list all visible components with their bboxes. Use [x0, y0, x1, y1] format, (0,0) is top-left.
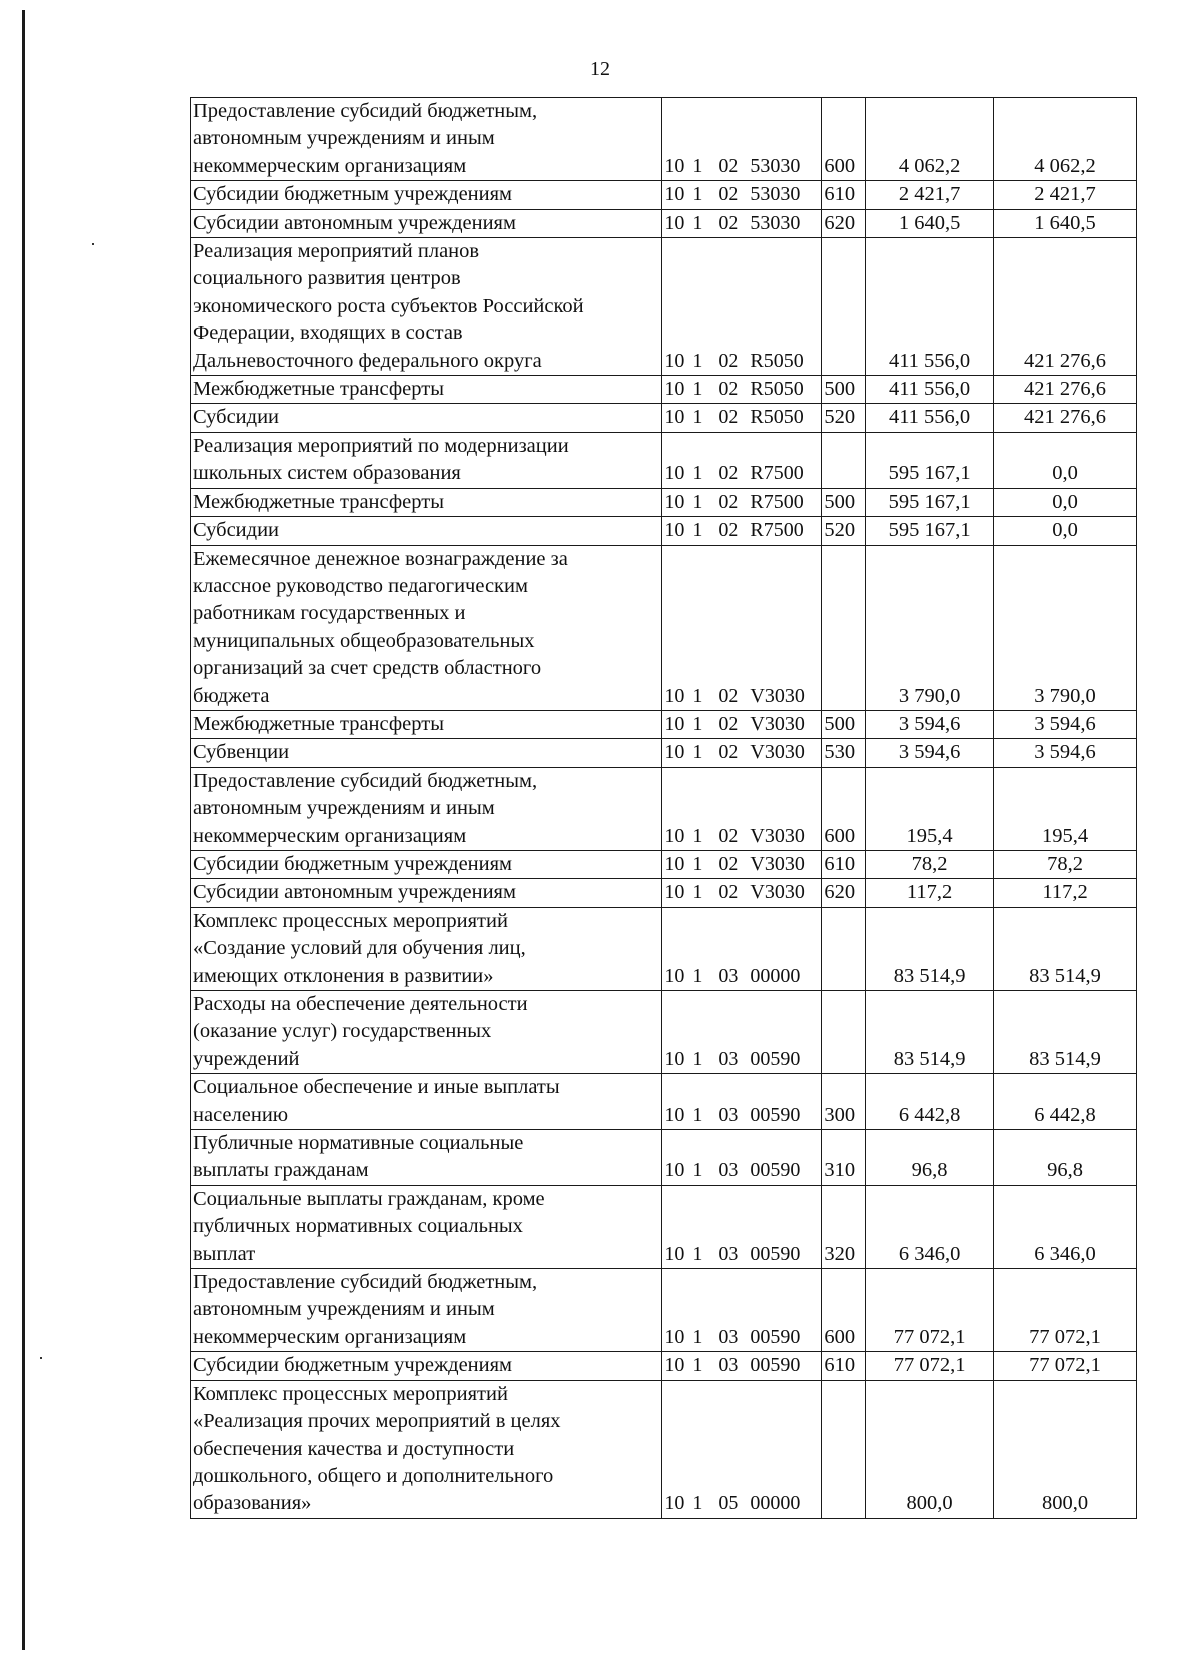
- target-article-part: 10: [664, 824, 685, 847]
- expense-name-line: Социальные выплаты гражданам, кроме: [193, 1187, 545, 1210]
- target-article-part: R7500: [750, 490, 804, 513]
- target-article-part: 00590: [750, 1354, 801, 1377]
- target-article-part: 1: [692, 1242, 703, 1265]
- table-row: [191, 991, 1137, 1074]
- expense-name-line: Межбюджетные трансферты: [193, 378, 444, 401]
- page-number: 12: [590, 58, 610, 80]
- expense-name-line: Реализация мероприятий планов: [193, 240, 480, 263]
- expense-name-line: Ежемесячное денежное вознаграждение за: [193, 547, 568, 570]
- target-article-part: 10: [664, 1492, 685, 1515]
- amount-year-1-cell: 77 072,1: [866, 1352, 994, 1380]
- amount-year-2-cell: 800,0: [994, 1380, 1137, 1518]
- amount-year-1-cell: 2 421,7: [866, 181, 994, 209]
- table-row: [191, 98, 1137, 181]
- table-row: [191, 850, 1137, 878]
- target-article-part: 53030: [750, 183, 801, 206]
- target-article-part: 1: [692, 519, 703, 542]
- expense-name-line: муниципальных общеобразовательных: [193, 629, 535, 652]
- expense-name-cell: [191, 517, 662, 545]
- target-article-part: 1: [692, 211, 703, 234]
- expense-name-cell: [191, 1352, 662, 1380]
- target-article-part: 02: [718, 406, 739, 429]
- amount-year-1-cell: 83 514,9: [866, 907, 994, 990]
- target-article-part: 10: [664, 211, 685, 234]
- expense-name-cell: [191, 181, 662, 209]
- expense-type-cell: 600: [822, 1269, 866, 1352]
- expense-type-cell: 620: [822, 209, 866, 237]
- target-article-part: 00000: [750, 964, 801, 987]
- scan-speck: [92, 243, 94, 245]
- target-article-cell: [662, 376, 822, 404]
- expense-name-cell: [191, 850, 662, 878]
- target-article-part: 1: [692, 1354, 703, 1377]
- target-article-cell: [662, 879, 822, 907]
- target-article-part: 02: [718, 712, 739, 735]
- expense-name-cell: [191, 739, 662, 767]
- target-article-part: 03: [718, 1159, 739, 1182]
- target-article-part: 00590: [750, 1047, 801, 1070]
- target-article-part: V3030: [750, 881, 805, 904]
- expense-name-cell: [191, 1380, 662, 1518]
- expense-type-cell: [822, 1380, 866, 1518]
- target-article-part: 1: [692, 378, 703, 401]
- amount-year-1-cell: 195,4: [866, 767, 994, 850]
- budget-table: [190, 97, 1137, 1519]
- target-article-cell: [662, 1130, 822, 1186]
- expense-type-cell: 500: [822, 710, 866, 738]
- table-row: [191, 488, 1137, 516]
- amount-year-1-cell: 411 556,0: [866, 404, 994, 432]
- expense-name-line: Реализация мероприятий по модернизации: [193, 434, 569, 457]
- expense-name-cell: [191, 767, 662, 850]
- expense-name-line: работникам государственных и: [193, 602, 466, 625]
- amount-year-2-cell: 77 072,1: [994, 1352, 1137, 1380]
- target-article-part: 10: [664, 349, 685, 372]
- expense-name-line: Публичные нормативные социальные: [193, 1132, 524, 1155]
- target-article-part: R5050: [750, 406, 804, 429]
- target-article-part: 1: [692, 490, 703, 513]
- target-article-part: V3030: [750, 712, 805, 735]
- target-article-part: 00590: [750, 1242, 801, 1265]
- expense-type-cell: 520: [822, 404, 866, 432]
- target-article-part: 1: [692, 852, 703, 875]
- target-article-part: 02: [718, 490, 739, 513]
- target-article-part: 53030: [750, 154, 801, 177]
- expense-name-line: автономным учреждениям и иным: [193, 1298, 495, 1321]
- target-article-part: 02: [718, 684, 739, 707]
- amount-year-1-cell: 411 556,0: [866, 238, 994, 376]
- target-article-part: 02: [718, 519, 739, 542]
- table-row: [191, 545, 1137, 710]
- expense-name-line: Субсидии: [193, 406, 280, 429]
- expense-name-line: Межбюджетные трансферты: [193, 490, 444, 513]
- target-article-part: 1: [692, 1492, 703, 1515]
- target-article-part: R7500: [750, 462, 804, 485]
- amount-year-1-cell: 595 167,1: [866, 488, 994, 516]
- target-article-part: 03: [718, 1047, 739, 1070]
- expense-name-cell: [191, 1130, 662, 1186]
- target-article-part: 10: [664, 183, 685, 206]
- target-article-part: 03: [718, 1325, 739, 1348]
- target-article-part: 02: [718, 881, 739, 904]
- amount-year-2-cell: 195,4: [994, 767, 1137, 850]
- amount-year-2-cell: 1 640,5: [994, 209, 1137, 237]
- target-article-cell: [662, 238, 822, 376]
- table-row: [191, 1269, 1137, 1352]
- target-article-part: 02: [718, 852, 739, 875]
- target-article-part: 10: [664, 1103, 685, 1126]
- expense-type-cell: [822, 545, 866, 710]
- expense-type-cell: 520: [822, 517, 866, 545]
- target-article-part: R5050: [750, 378, 804, 401]
- target-article-cell: [662, 545, 822, 710]
- table-row: [191, 879, 1137, 907]
- target-article-cell: [662, 98, 822, 181]
- expense-type-cell: 610: [822, 181, 866, 209]
- target-article-part: R5050: [750, 349, 804, 372]
- target-article-part: 10: [664, 378, 685, 401]
- expense-type-cell: 530: [822, 739, 866, 767]
- target-article-part: V3030: [750, 852, 805, 875]
- target-article-part: 1: [692, 964, 703, 987]
- amount-year-1-cell: 4 062,2: [866, 98, 994, 181]
- amount-year-2-cell: 3 594,6: [994, 739, 1137, 767]
- target-article-cell: [662, 181, 822, 209]
- target-article-part: 10: [664, 1325, 685, 1348]
- table-row: [191, 1352, 1137, 1380]
- target-article-cell: [662, 517, 822, 545]
- table-row: [191, 1185, 1137, 1268]
- target-article-part: 1: [692, 1103, 703, 1126]
- expense-name-line: Расходы на обеспечение деятельности: [193, 993, 528, 1015]
- table-row: [191, 739, 1137, 767]
- expense-name-line: «Создание условий для обучения лиц,: [193, 937, 526, 960]
- expense-name-line: некоммерческим организациям: [193, 824, 467, 847]
- expense-name-line: Субсидии бюджетным учреждениям: [193, 852, 513, 875]
- amount-year-2-cell: 6 346,0: [994, 1185, 1137, 1268]
- target-article-part: V3030: [750, 741, 805, 764]
- target-article-part: 1: [692, 349, 703, 372]
- amount-year-2-cell: 6 442,8: [994, 1074, 1137, 1130]
- expense-name-line: Социальное обеспечение и иные выплаты: [193, 1076, 560, 1099]
- expense-type-cell: 500: [822, 376, 866, 404]
- amount-year-2-cell: 421 276,6: [994, 404, 1137, 432]
- table-row: [191, 907, 1137, 990]
- expense-name-line: Предоставление субсидий бюджетным,: [193, 769, 538, 792]
- amount-year-1-cell: 6 442,8: [866, 1074, 994, 1130]
- target-article-part: 02: [718, 741, 739, 764]
- target-article-cell: [662, 432, 822, 488]
- expense-name-cell: [191, 710, 662, 738]
- expense-name-line: некоммерческим организациям: [193, 154, 467, 177]
- target-article-part: 02: [718, 183, 739, 206]
- expense-name-line: дошкольного, общего и дополнительного: [193, 1464, 554, 1487]
- expense-type-cell: 610: [822, 850, 866, 878]
- target-article-part: 10: [664, 1047, 685, 1070]
- expense-name-line: учреждений: [193, 1047, 300, 1070]
- amount-year-2-cell: 78,2: [994, 850, 1137, 878]
- expense-name-line: выплаты гражданам: [193, 1159, 369, 1182]
- expense-name-line: Комплекс процессных мероприятий: [193, 909, 508, 932]
- target-article-part: 10: [664, 1354, 685, 1377]
- target-article-part: 10: [664, 964, 685, 987]
- expense-name-line: публичных нормативных социальных: [193, 1215, 523, 1238]
- target-article-part: 02: [718, 211, 739, 234]
- expense-name-line: Субвенции: [193, 741, 290, 764]
- table-row: [191, 432, 1137, 488]
- target-article-part: 10: [664, 406, 685, 429]
- target-article-part: 02: [718, 462, 739, 485]
- table-row: [191, 1380, 1137, 1518]
- target-article-cell: [662, 710, 822, 738]
- expense-type-cell: 310: [822, 1130, 866, 1186]
- expense-name-cell: [191, 1185, 662, 1268]
- target-article-cell: [662, 991, 822, 1074]
- target-article-part: 1: [692, 1159, 703, 1182]
- target-article-part: R7500: [750, 519, 804, 542]
- target-article-part: 10: [664, 154, 685, 177]
- target-article-part: 53030: [750, 211, 801, 234]
- table-row: [191, 238, 1137, 376]
- target-article-part: 00590: [750, 1103, 801, 1126]
- target-article-cell: [662, 907, 822, 990]
- table-row: [191, 376, 1137, 404]
- expense-name-line: школьных систем образования: [193, 462, 461, 485]
- amount-year-1-cell: 595 167,1: [866, 517, 994, 545]
- expense-name-line: Субсидии автономным учреждениям: [193, 211, 516, 234]
- amount-year-2-cell: 0,0: [994, 432, 1137, 488]
- expense-name-line: имеющих отклонения в развитии»: [193, 964, 494, 987]
- amount-year-2-cell: 2 421,7: [994, 181, 1137, 209]
- expense-name-line: населению: [193, 1103, 289, 1126]
- expense-name-line: (оказание услуг) государственных: [193, 1020, 492, 1043]
- table-row: [191, 1074, 1137, 1130]
- target-article-cell: [662, 1352, 822, 1380]
- expense-name-line: Субсидии бюджетным учреждениям: [193, 1354, 513, 1377]
- amount-year-1-cell: 595 167,1: [866, 432, 994, 488]
- target-article-part: 03: [718, 964, 739, 987]
- expense-name-line: некоммерческим организациям: [193, 1325, 467, 1348]
- target-article-part: 00590: [750, 1159, 801, 1182]
- expense-type-cell: [822, 432, 866, 488]
- expense-name-cell: [191, 488, 662, 516]
- expense-type-cell: 320: [822, 1185, 866, 1268]
- target-article-part: 1: [692, 462, 703, 485]
- amount-year-1-cell: 800,0: [866, 1380, 994, 1518]
- target-article-part: 00590: [750, 1325, 801, 1348]
- expense-name-line: классное руководство педагогическим: [193, 574, 528, 597]
- target-article-part: 10: [664, 1159, 685, 1182]
- expense-name-line: Предоставление субсидий бюджетным,: [193, 1271, 538, 1294]
- amount-year-1-cell: 96,8: [866, 1130, 994, 1186]
- target-article-cell: [662, 404, 822, 432]
- target-article-part: 10: [664, 741, 685, 764]
- expense-name-line: Субсидии: [193, 519, 280, 542]
- expense-name-cell: [191, 376, 662, 404]
- target-article-part: 1: [692, 824, 703, 847]
- amount-year-1-cell: 1 640,5: [866, 209, 994, 237]
- expense-name-cell: [191, 98, 662, 181]
- target-article-part: 1: [692, 684, 703, 707]
- expense-type-cell: 600: [822, 767, 866, 850]
- expense-name-line: Дальневосточного федерального округа: [193, 349, 542, 372]
- amount-year-2-cell: 0,0: [994, 517, 1137, 545]
- expense-name-line: организаций за счет средств областного: [193, 657, 542, 680]
- expense-name-line: образования»: [193, 1492, 312, 1515]
- expense-type-cell: [822, 238, 866, 376]
- target-article-part: 1: [692, 406, 703, 429]
- target-article-part: 10: [664, 462, 685, 485]
- target-article-part: 1: [692, 712, 703, 735]
- expense-name-cell: [191, 991, 662, 1074]
- target-article-cell: [662, 488, 822, 516]
- expense-name-cell: [191, 209, 662, 237]
- budget-table-body: [191, 98, 1137, 1519]
- expense-name-line: Субсидии автономным учреждениям: [193, 881, 516, 904]
- expense-name-line: экономического роста субъектов Российской: [193, 294, 584, 317]
- expense-name-line: Предоставление субсидий бюджетным,: [193, 100, 538, 122]
- amount-year-1-cell: 117,2: [866, 879, 994, 907]
- table-row: [191, 1130, 1137, 1186]
- table-row: [191, 404, 1137, 432]
- target-article-part: 1: [692, 1325, 703, 1348]
- amount-year-1-cell: 6 346,0: [866, 1185, 994, 1268]
- amount-year-1-cell: 77 072,1: [866, 1269, 994, 1352]
- expense-name-line: бюджета: [193, 684, 270, 707]
- amount-year-2-cell: 83 514,9: [994, 991, 1137, 1074]
- target-article-cell: [662, 1380, 822, 1518]
- expense-name-cell: [191, 238, 662, 376]
- expense-type-cell: [822, 907, 866, 990]
- target-article-part: V3030: [750, 824, 805, 847]
- amount-year-1-cell: 411 556,0: [866, 376, 994, 404]
- amount-year-2-cell: 77 072,1: [994, 1269, 1137, 1352]
- expense-type-cell: 500: [822, 488, 866, 516]
- expense-name-line: обеспечения качества и доступности: [193, 1437, 515, 1460]
- target-article-part: 1: [692, 881, 703, 904]
- target-article-part: 1: [692, 1047, 703, 1070]
- target-article-cell: [662, 209, 822, 237]
- target-article-part: 03: [718, 1103, 739, 1126]
- expense-name-cell: [191, 1269, 662, 1352]
- table-row: [191, 767, 1137, 850]
- amount-year-2-cell: 3 790,0: [994, 545, 1137, 710]
- amount-year-2-cell: 96,8: [994, 1130, 1137, 1186]
- target-article-cell: [662, 1074, 822, 1130]
- scan-speck: [40, 1357, 42, 1359]
- target-article-part: 10: [664, 852, 685, 875]
- target-article-part: 10: [664, 1242, 685, 1265]
- expense-name-cell: [191, 432, 662, 488]
- target-article-cell: [662, 739, 822, 767]
- expense-name-line: Федерации, входящих в состав: [193, 322, 463, 345]
- target-article-part: 02: [718, 154, 739, 177]
- target-article-part: 00000: [750, 1492, 801, 1515]
- expense-name-cell: [191, 545, 662, 710]
- expense-name-line: Субсидии бюджетным учреждениям: [193, 183, 513, 206]
- target-article-cell: [662, 850, 822, 878]
- target-article-part: 02: [718, 378, 739, 401]
- amount-year-1-cell: 3 790,0: [866, 545, 994, 710]
- amount-year-2-cell: 0,0: [994, 488, 1137, 516]
- target-article-part: V3030: [750, 684, 805, 707]
- expense-type-cell: 600: [822, 98, 866, 181]
- target-article-part: 10: [664, 684, 685, 707]
- amount-year-2-cell: 117,2: [994, 879, 1137, 907]
- amount-year-2-cell: 421 276,6: [994, 376, 1137, 404]
- expense-name-line: автономным учреждениям и иным: [193, 797, 495, 820]
- target-article-part: 10: [664, 881, 685, 904]
- expense-type-cell: 300: [822, 1074, 866, 1130]
- amount-year-2-cell: 421 276,6: [994, 238, 1137, 376]
- expense-name-cell: [191, 907, 662, 990]
- target-article-part: 1: [692, 183, 703, 206]
- table-row: [191, 181, 1137, 209]
- expense-name-line: автономным учреждениям и иным: [193, 127, 495, 150]
- expense-name-line: Комплекс процессных мероприятий: [193, 1382, 508, 1405]
- target-article-part: 1: [692, 741, 703, 764]
- target-article-cell: [662, 767, 822, 850]
- expense-name-cell: [191, 879, 662, 907]
- amount-year-1-cell: 83 514,9: [866, 991, 994, 1074]
- expense-name-cell: [191, 404, 662, 432]
- expense-type-cell: 620: [822, 879, 866, 907]
- expense-name-line: Межбюджетные трансферты: [193, 712, 444, 735]
- target-article-part: 10: [664, 519, 685, 542]
- expense-name-cell: [191, 1074, 662, 1130]
- target-article-part: 03: [718, 1354, 739, 1377]
- target-article-cell: [662, 1185, 822, 1268]
- target-article-part: 1: [692, 154, 703, 177]
- expense-name-line: социального развития центров: [193, 267, 461, 290]
- table-row: [191, 517, 1137, 545]
- target-article-part: 03: [718, 1242, 739, 1265]
- target-article-part: 10: [664, 712, 685, 735]
- target-article-part: 02: [718, 349, 739, 372]
- amount-year-1-cell: 3 594,6: [866, 739, 994, 767]
- expense-name-line: «Реализация прочих мероприятий в целях: [193, 1410, 561, 1433]
- scan-binding-edge: [22, 10, 25, 1650]
- amount-year-2-cell: 4 062,2: [994, 98, 1137, 181]
- target-article-part: 05: [718, 1492, 739, 1515]
- expense-name-line: выплат: [193, 1242, 256, 1265]
- expense-type-cell: 610: [822, 1352, 866, 1380]
- amount-year-1-cell: 78,2: [866, 850, 994, 878]
- amount-year-2-cell: 3 594,6: [994, 710, 1137, 738]
- amount-year-2-cell: 83 514,9: [994, 907, 1137, 990]
- target-article-cell: [662, 1269, 822, 1352]
- target-article-part: 10: [664, 490, 685, 513]
- table-row: [191, 209, 1137, 237]
- table-row: [191, 710, 1137, 738]
- amount-year-1-cell: 3 594,6: [866, 710, 994, 738]
- target-article-part: 02: [718, 824, 739, 847]
- expense-type-cell: [822, 991, 866, 1074]
